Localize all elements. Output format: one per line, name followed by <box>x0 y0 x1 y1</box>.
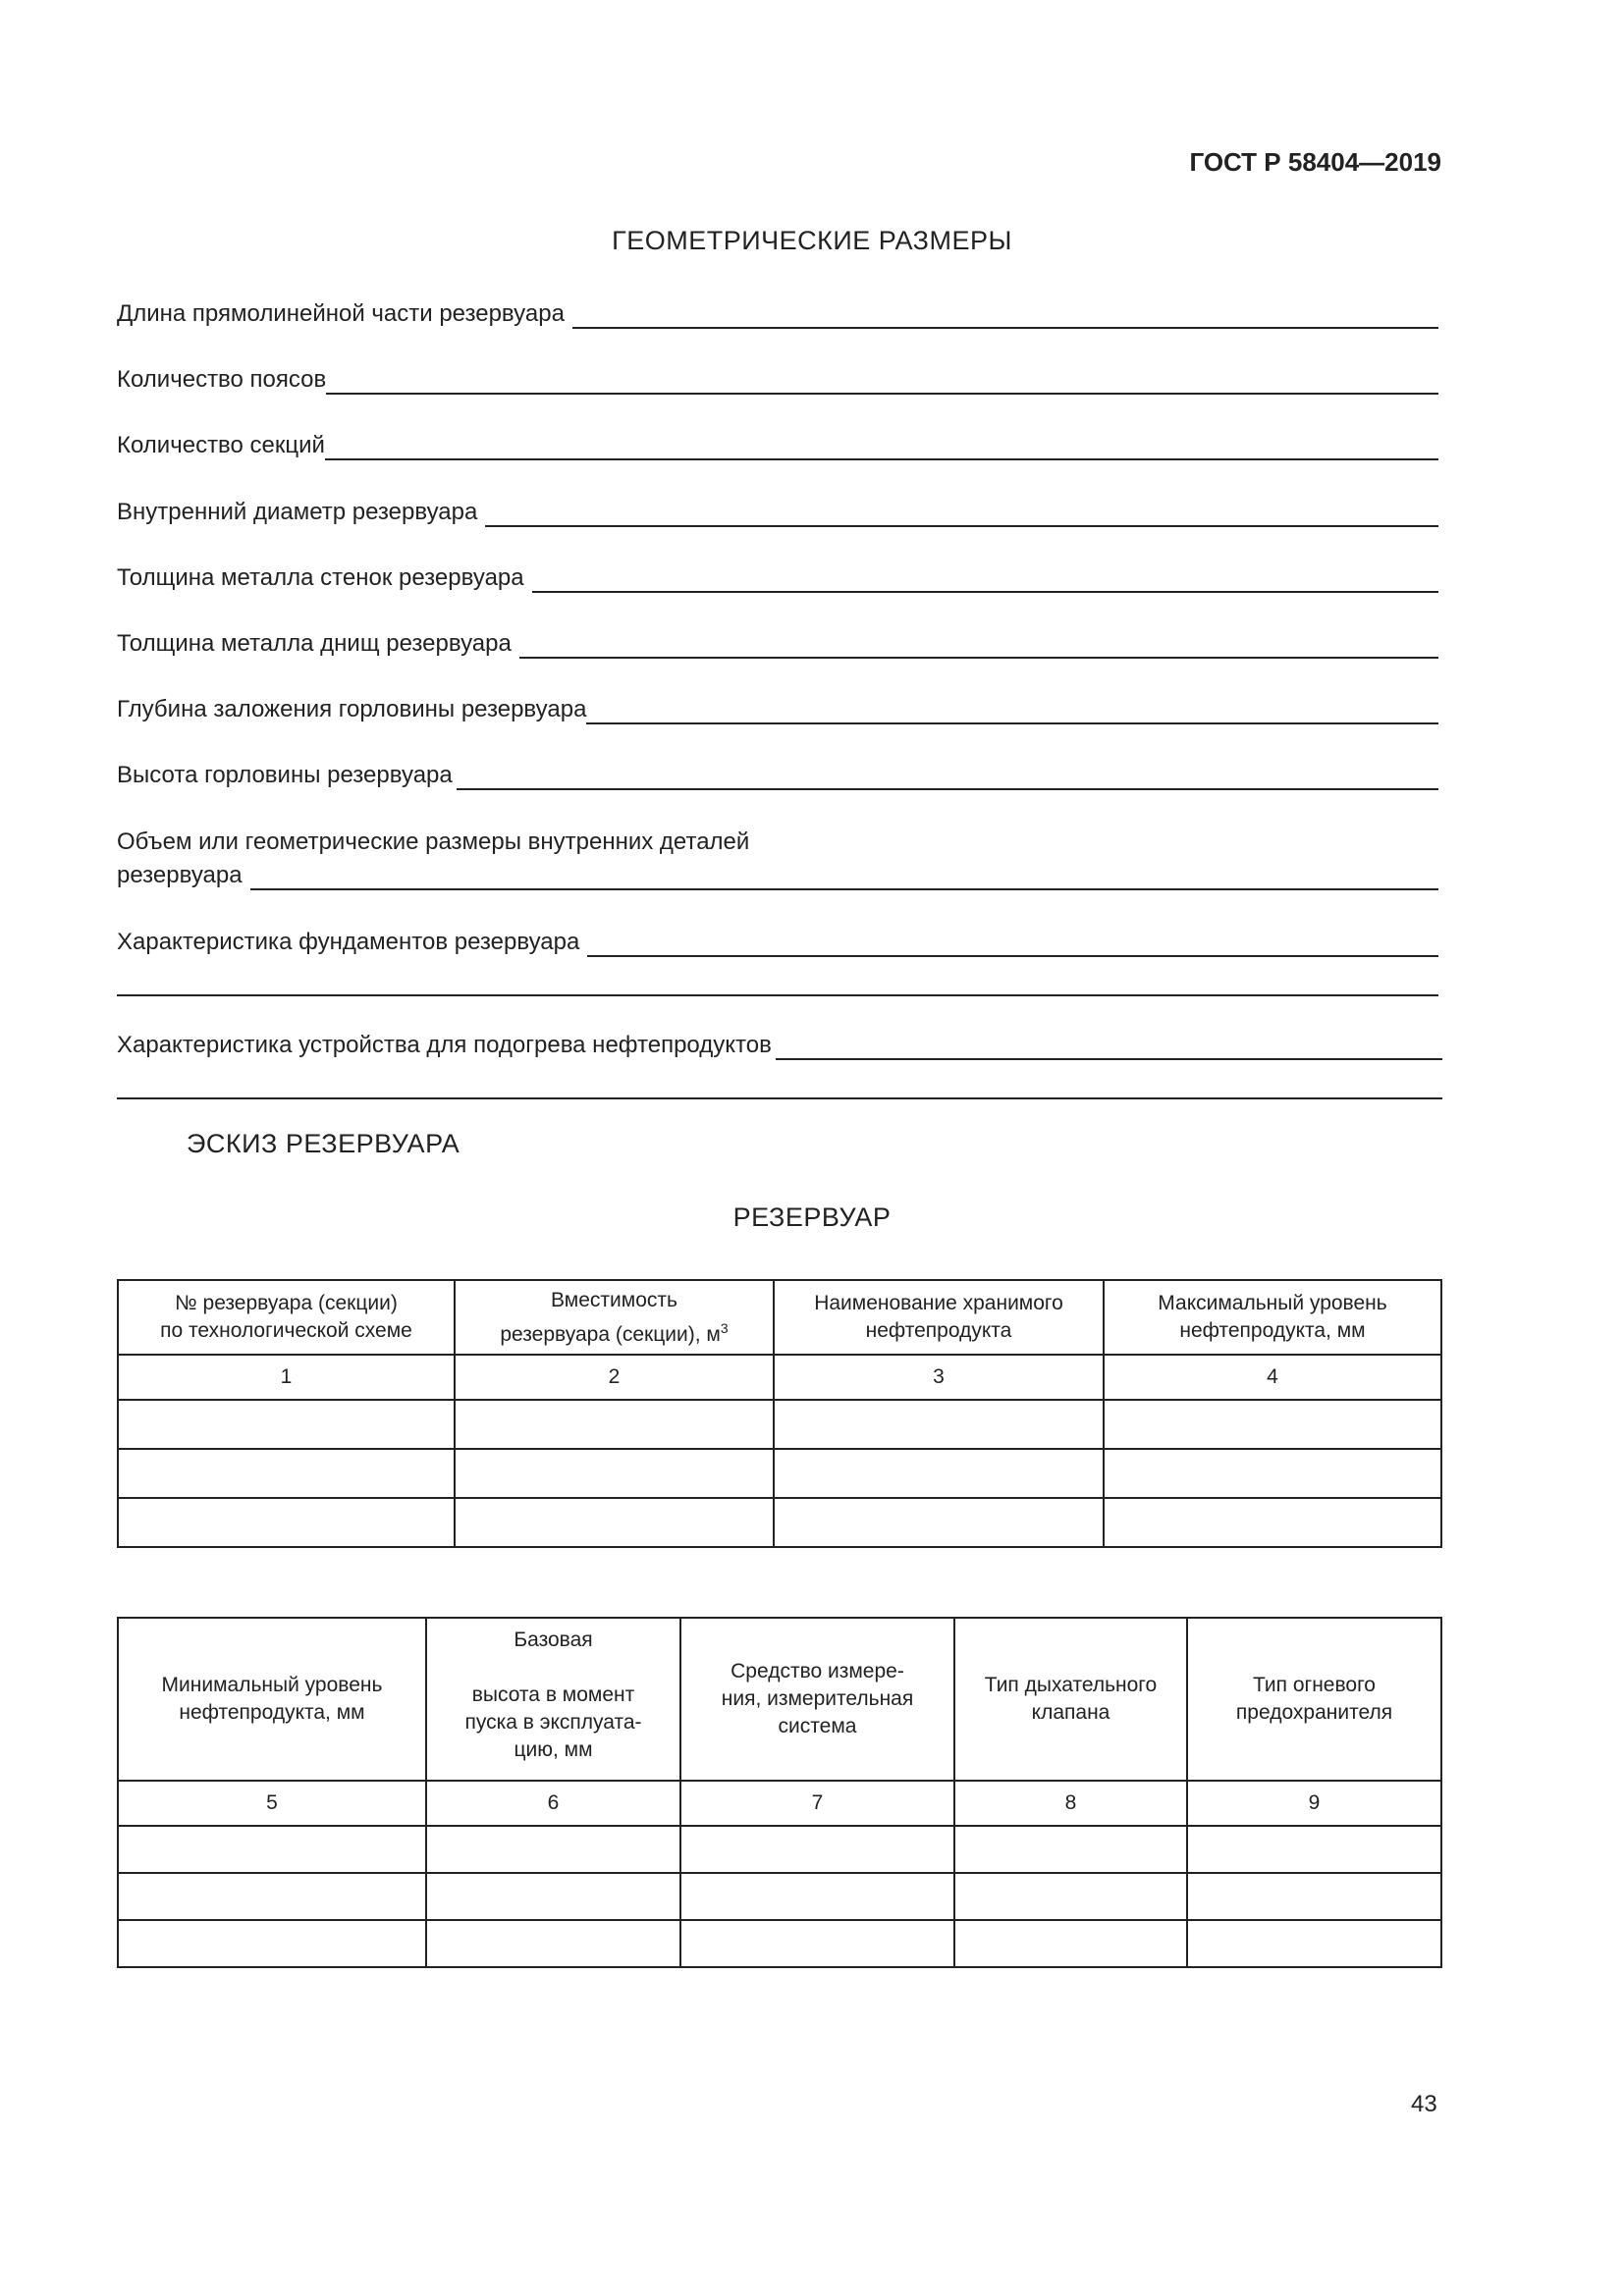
field-label: Высота горловины резервуара <box>117 762 453 788</box>
fill-in-line[interactable] <box>776 1039 1442 1060</box>
table-cell[interactable] <box>954 1873 1187 1920</box>
field-label: Характеристика устройства для подогрева нефтепродуктов <box>117 1032 772 1058</box>
table-cell[interactable] <box>954 1826 1187 1873</box>
table-row <box>118 1826 1441 1873</box>
column-number: 5 <box>118 1781 426 1826</box>
field-wall-thickness <box>117 563 1438 593</box>
field-bottom-thickness <box>117 629 1438 659</box>
table-cell[interactable] <box>1187 1826 1441 1873</box>
table-header-cell: Наименование хранимого нефтепродукта <box>774 1280 1104 1355</box>
table-cell[interactable] <box>1187 1873 1441 1920</box>
column-number-row <box>118 1781 1441 1826</box>
fill-in-line[interactable] <box>485 506 1438 527</box>
field-label: Толщина металла стенок резервуара <box>117 564 524 591</box>
table-header-cell: Минимальный уровень нефтепродукта, мм <box>118 1618 426 1781</box>
field-foundations <box>117 928 1438 996</box>
geometry-section-title: ГЕОМЕТРИЧЕСКИЕ РАЗМЕРЫ <box>612 226 1012 255</box>
fill-in-line[interactable] <box>325 439 1438 460</box>
fill-in-line[interactable] <box>457 769 1438 790</box>
table-cell[interactable] <box>774 1498 1104 1547</box>
field-label: Объем или геометрические размеры внутренних деталей <box>117 828 750 855</box>
table-cell[interactable] <box>1104 1400 1441 1449</box>
field-neck-depth <box>117 695 1438 724</box>
table-cell[interactable] <box>774 1400 1104 1449</box>
table-header-row <box>118 1618 1441 1781</box>
table-row <box>118 1498 1441 1547</box>
column-number: 2 <box>455 1355 774 1400</box>
table-header-cell: № резервуара (секции) по технологической схеме <box>118 1280 455 1355</box>
field-inner-diameter <box>117 498 1438 527</box>
table-header-cell: Тип дыхательного клапана <box>954 1618 1187 1781</box>
table-cell[interactable] <box>1104 1498 1441 1547</box>
field-label: Толщина металла днищ резервуара <box>117 630 512 657</box>
field-belt-count <box>117 365 1438 395</box>
fill-in-line[interactable] <box>326 373 1438 395</box>
table-row <box>118 1920 1441 1967</box>
tank-section-title: РЕЗЕРВУАР <box>732 1202 892 1232</box>
fill-in-line[interactable] <box>250 869 1438 890</box>
table-cell[interactable] <box>455 1498 774 1547</box>
field-heating-device <box>117 1031 1442 1099</box>
page-number: 43 <box>1411 2091 1437 2117</box>
fill-in-line[interactable] <box>586 703 1438 724</box>
table-cell[interactable] <box>118 1873 426 1920</box>
field-label: Глубина заложения горловины резервуара <box>117 696 587 722</box>
table-cell[interactable] <box>774 1449 1104 1498</box>
field-label: Длина прямолинейной части резервуара <box>117 300 565 327</box>
fill-in-line[interactable] <box>117 1060 1442 1099</box>
table-cell[interactable] <box>680 1873 954 1920</box>
sketch-section-title: ЭСКИЗ РЕЗЕРВУАРА <box>187 1129 460 1158</box>
column-number: 3 <box>774 1355 1104 1400</box>
table-cell[interactable] <box>118 1498 455 1547</box>
table-cell[interactable] <box>426 1873 680 1920</box>
fill-in-line[interactable] <box>532 571 1438 593</box>
table-cell[interactable] <box>1104 1449 1441 1498</box>
field-label: Количество поясов <box>117 366 327 393</box>
document-code: ГОСТ Р 58404—2019 <box>1189 147 1441 177</box>
table-cell[interactable] <box>118 1449 455 1498</box>
column-number: 8 <box>954 1781 1187 1826</box>
table-row <box>118 1873 1441 1920</box>
table-header-cell: Базовая высота в момент пуска в эксплуата- цию, мм <box>426 1618 680 1781</box>
table-cell[interactable] <box>680 1826 954 1873</box>
field-internal-details <box>117 828 1438 890</box>
table-cell[interactable] <box>455 1400 774 1449</box>
table-header-row <box>118 1280 1441 1355</box>
table-cell[interactable] <box>118 1920 426 1967</box>
column-number: 9 <box>1187 1781 1441 1826</box>
table-header-cell: Вместимость резервуара (секции), $м^3$ <box>455 1280 774 1355</box>
fill-in-line[interactable] <box>587 935 1438 957</box>
table-cell[interactable] <box>455 1449 774 1498</box>
fill-in-line[interactable] <box>519 637 1438 659</box>
column-number: 7 <box>680 1781 954 1826</box>
column-number: 1 <box>118 1355 455 1400</box>
field-straight-length <box>117 299 1438 329</box>
field-section-count <box>117 431 1438 460</box>
table-row <box>118 1400 1441 1449</box>
table-cell[interactable] <box>680 1920 954 1967</box>
table-row <box>118 1449 1441 1498</box>
table-cell[interactable] <box>118 1826 426 1873</box>
table-header-cell: Максимальный уровень нефтепродукта, мм <box>1104 1280 1441 1355</box>
column-number: 6 <box>426 1781 680 1826</box>
field-label: Количество секций <box>117 432 325 458</box>
fill-in-line[interactable] <box>572 307 1438 329</box>
fill-in-line[interactable] <box>117 957 1438 996</box>
table-cell[interactable] <box>118 1400 455 1449</box>
field-label: резервуара <box>117 862 243 888</box>
tank-table-1 <box>117 1279 1442 1548</box>
table-cell[interactable] <box>1187 1920 1441 1967</box>
table-cell[interactable] <box>426 1920 680 1967</box>
field-label: Внутренний диаметр резервуара <box>117 499 478 525</box>
field-neck-height <box>117 761 1438 790</box>
table-cell[interactable] <box>954 1920 1187 1967</box>
tank-table-2 <box>117 1617 1442 1968</box>
table-header-cell: Средство измере- ния, измерительная система <box>680 1618 954 1781</box>
field-label: Характеристика фундаментов резервуара <box>117 929 580 955</box>
table-cell[interactable] <box>426 1826 680 1873</box>
column-number: 4 <box>1104 1355 1441 1400</box>
table-header-cell: Тип огневого предохранителя <box>1187 1618 1441 1781</box>
column-number-row <box>118 1355 1441 1400</box>
